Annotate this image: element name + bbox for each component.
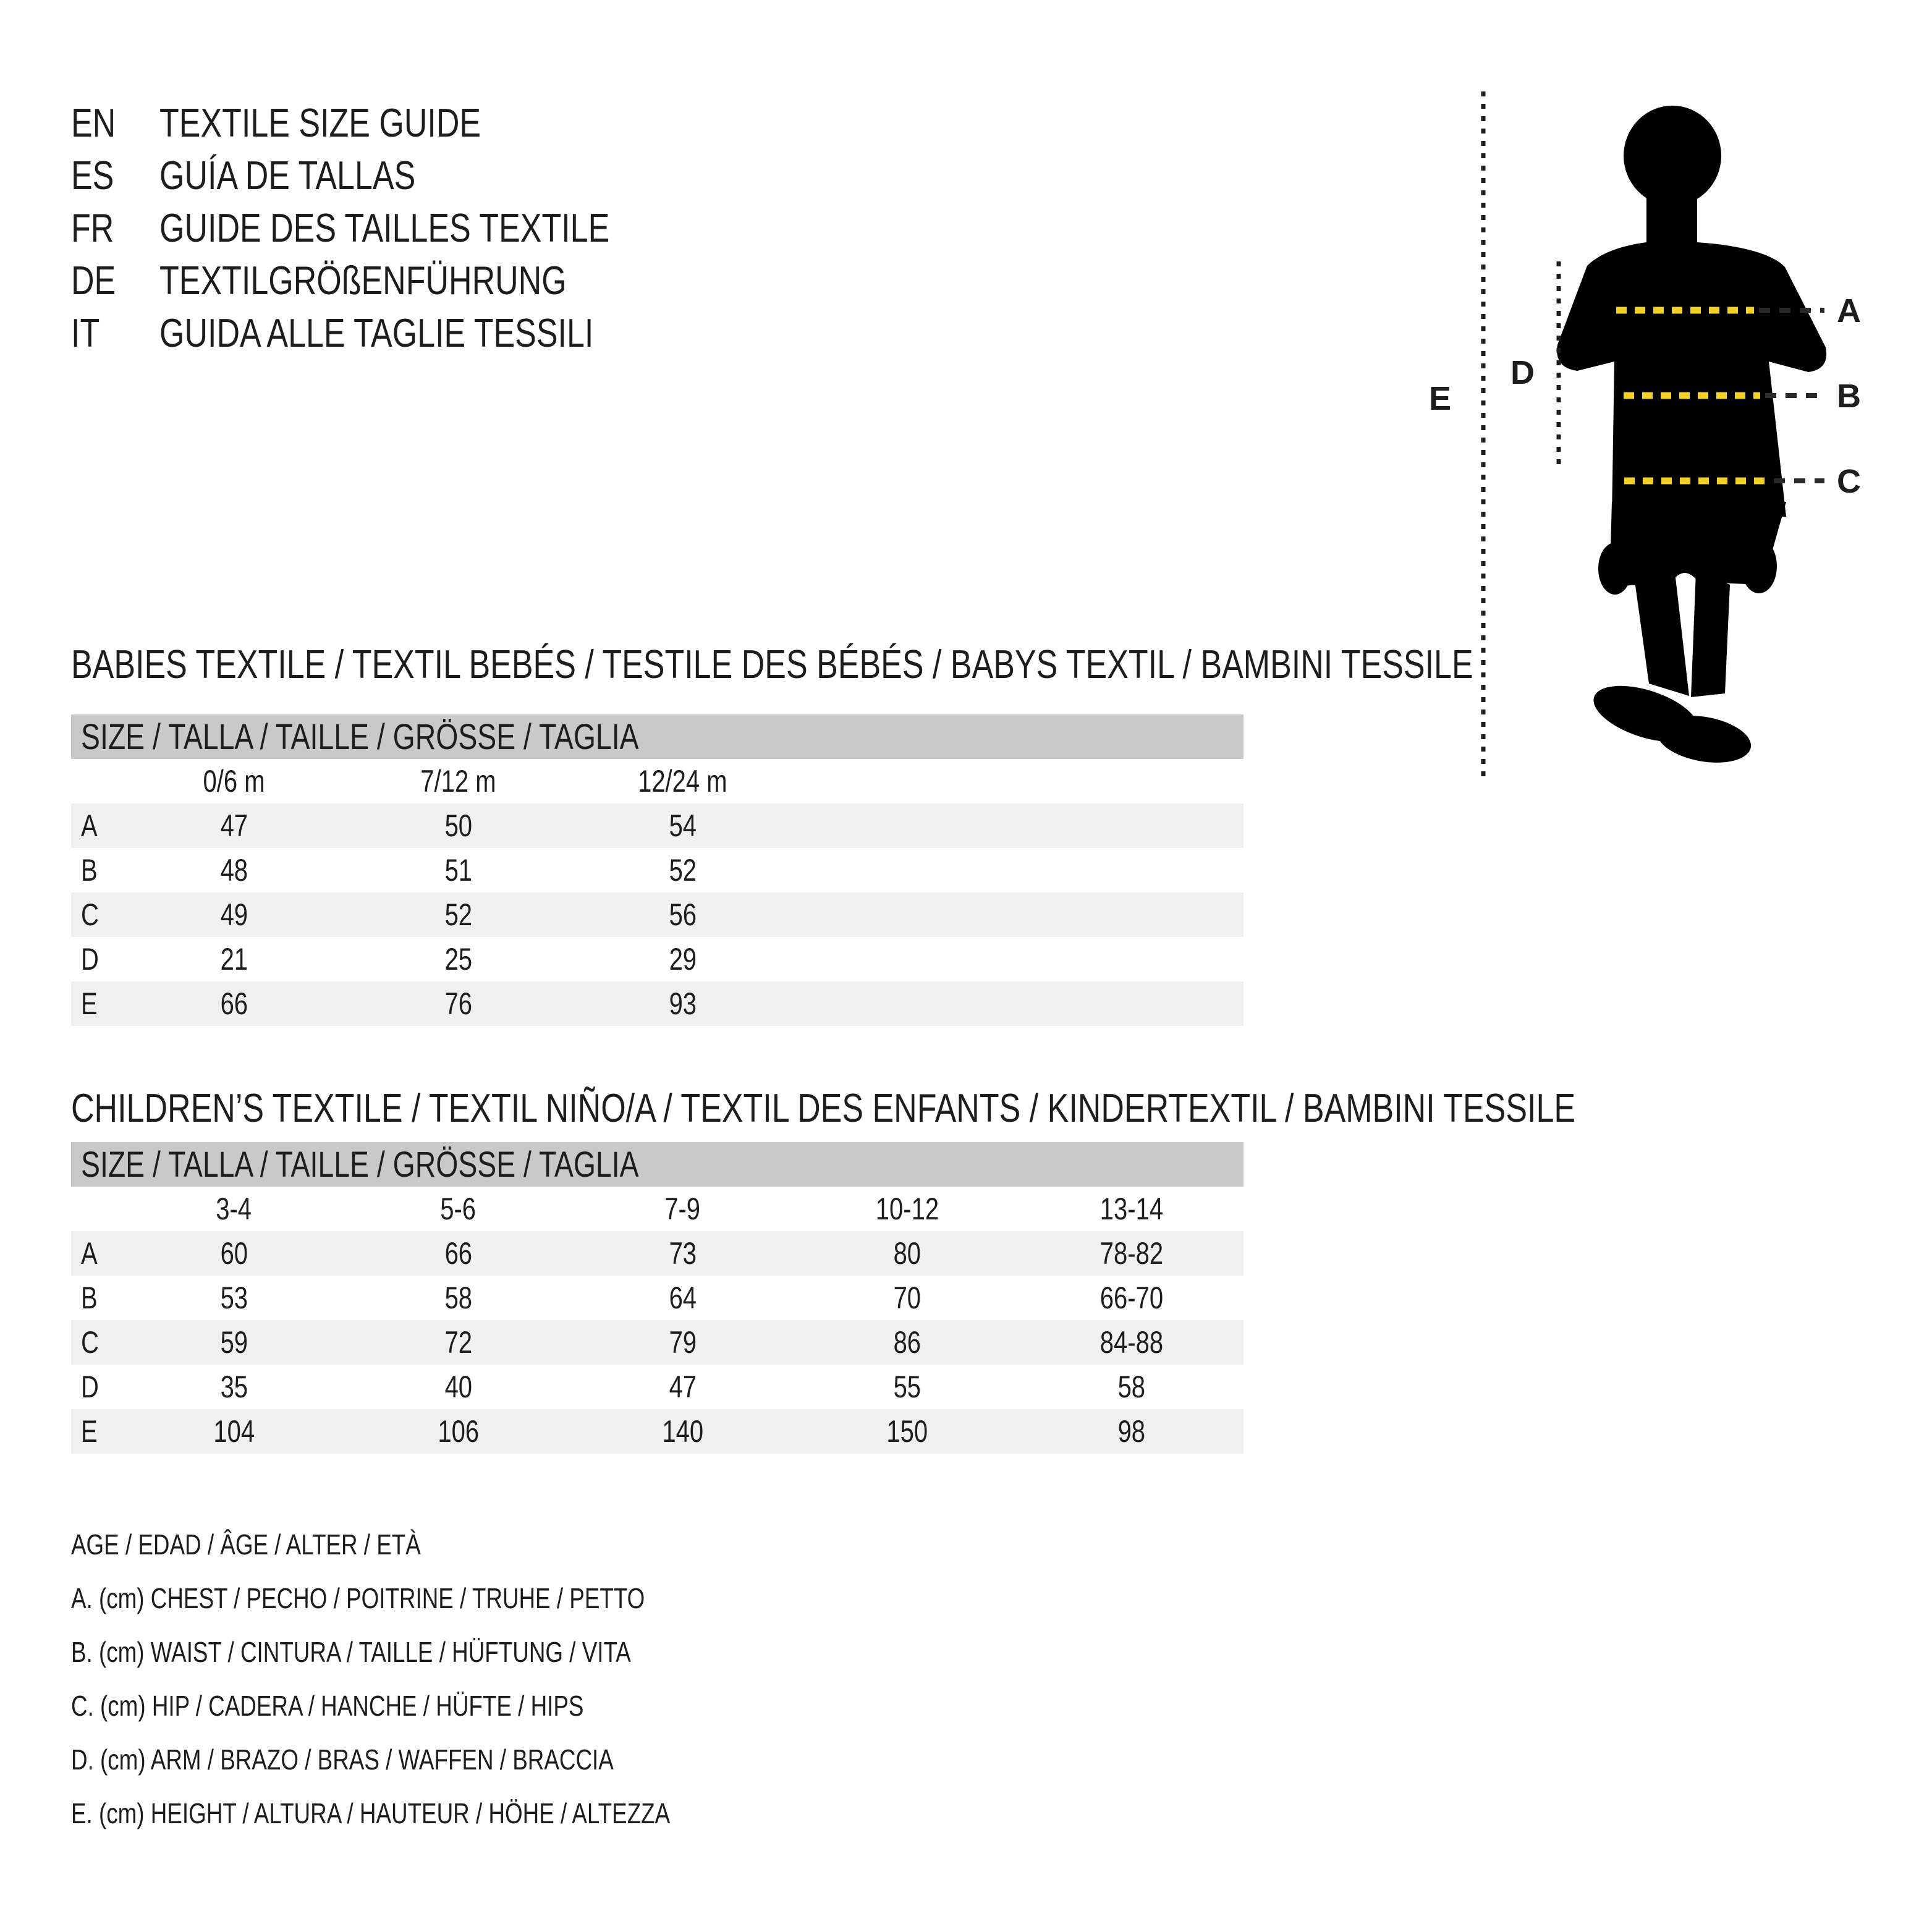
table-row-d xyxy=(71,1365,1244,1409)
lang-code-fr: FR xyxy=(71,205,114,250)
value-cell: 54 xyxy=(669,808,697,843)
value-cell-empty xyxy=(795,937,1019,981)
value-cell: 58 xyxy=(1117,1370,1145,1404)
lang-row-it xyxy=(71,307,722,359)
legend-height: E. (cm) HEIGHT / ALTURA / HAUTEUR / HÖHE / ALTEZZA xyxy=(71,1797,671,1829)
value-cell-empty xyxy=(795,981,1019,1026)
value-cell: 78-82 xyxy=(1099,1236,1163,1271)
row-label: C xyxy=(81,897,99,932)
value-cell-empty xyxy=(795,892,1019,937)
value-cell: 80 xyxy=(893,1236,921,1271)
header-cell-age: 10-12 xyxy=(875,1192,939,1226)
value-cell: 52 xyxy=(669,853,697,888)
value-cell: 72 xyxy=(444,1325,472,1360)
babies-size-header-band: SIZE / TALLA / TAILLE / GRÖSSE / TAGLIA xyxy=(71,714,1244,759)
lang-row-de xyxy=(71,254,722,307)
guide-title-it: GUIDA ALLE TAGLIE TESSILI xyxy=(159,310,594,355)
value-cell: 25 xyxy=(444,942,472,977)
table-row-d xyxy=(71,937,1244,981)
value-cell: 47 xyxy=(669,1370,697,1404)
row-label: C xyxy=(81,1325,99,1360)
value-cell-empty xyxy=(1019,803,1244,848)
value-cell: 140 xyxy=(662,1414,703,1449)
children-size-header-band: SIZE / TALLA / TAILLE / GRÖSSE / TAGLIA xyxy=(71,1142,1244,1187)
label-a: A xyxy=(1837,292,1861,329)
value-cell: 86 xyxy=(893,1325,921,1360)
row-label: A xyxy=(81,1236,98,1271)
value-cell-empty xyxy=(795,803,1019,848)
row-label: E xyxy=(81,986,98,1021)
header-cell-age: 5-6 xyxy=(440,1192,477,1226)
value-cell: 76 xyxy=(444,986,472,1021)
header-cell-empty xyxy=(795,759,1019,803)
value-cell: 70 xyxy=(893,1281,921,1315)
header-cell-empty xyxy=(1019,759,1244,803)
table-row-e xyxy=(71,1409,1244,1454)
value-cell: 52 xyxy=(444,897,472,932)
guide-title-de: TEXTILGRÖßENFÜHRUNG xyxy=(159,258,567,303)
value-cell: 66 xyxy=(220,986,248,1021)
value-cell: 40 xyxy=(444,1370,472,1404)
children-size-table xyxy=(71,1142,1244,1454)
table-row-a xyxy=(71,803,1244,848)
header-cell-age: 7/12 m xyxy=(420,764,496,799)
table-row-b xyxy=(71,1276,1244,1320)
value-cell: 98 xyxy=(1117,1414,1145,1449)
legend-chest: A. (cm) CHEST / PECHO / POITRINE / TRUHE / PETTO xyxy=(71,1582,645,1614)
value-cell: 73 xyxy=(669,1236,697,1271)
legend-hip: C. (cm) HIP / CADERA / HANCHE / HÜFTE / HIPS xyxy=(71,1689,584,1722)
value-cell: 29 xyxy=(669,942,697,977)
row-label: D xyxy=(81,942,99,977)
label-c: C xyxy=(1837,463,1861,500)
value-cell: 21 xyxy=(220,942,248,977)
value-cell: 53 xyxy=(220,1281,248,1315)
measurement-figure xyxy=(1421,87,1932,803)
legend-arm: D. (cm) ARM / BRAZO / BRAS / WAFFEN / BRACCIA xyxy=(71,1743,614,1776)
babies-header-row xyxy=(71,759,1244,803)
value-cell: 64 xyxy=(669,1281,697,1315)
lang-code-de: DE xyxy=(71,258,116,303)
value-cell: 49 xyxy=(220,897,248,932)
value-cell: 66-70 xyxy=(1099,1281,1163,1315)
label-e: E xyxy=(1429,380,1452,417)
value-cell-empty xyxy=(795,848,1019,892)
value-cell: 56 xyxy=(669,897,697,932)
value-cell: 55 xyxy=(893,1370,921,1404)
value-cell: 60 xyxy=(220,1236,248,1271)
children-header-row xyxy=(71,1187,1244,1231)
guide-title-en: TEXTILE SIZE GUIDE xyxy=(159,100,481,145)
value-cell: 50 xyxy=(444,808,472,843)
value-cell-empty xyxy=(1019,892,1244,937)
lang-row-fr xyxy=(71,201,722,254)
row-label: A xyxy=(81,808,98,843)
value-cell: 66 xyxy=(444,1236,472,1271)
table-row-e xyxy=(71,981,1244,1026)
row-label: B xyxy=(81,853,98,888)
value-cell: 93 xyxy=(669,986,697,1021)
value-cell: 47 xyxy=(220,808,248,843)
value-cell-empty xyxy=(1019,937,1244,981)
label-d: D xyxy=(1510,354,1535,391)
table-row-b xyxy=(71,848,1244,892)
header-cell-age: 3-4 xyxy=(216,1192,252,1226)
lang-code-en: EN xyxy=(71,100,116,145)
value-cell: 48 xyxy=(220,853,248,888)
value-cell: 104 xyxy=(213,1414,255,1449)
measurement-legend xyxy=(71,1517,820,1840)
table-row-a xyxy=(71,1231,1244,1276)
guide-title-fr: GUIDE DES TAILLES TEXTILE xyxy=(159,205,610,250)
babies-size-table xyxy=(71,714,1244,1026)
value-cell: 59 xyxy=(220,1325,248,1360)
header-cell-empty xyxy=(71,759,122,803)
lang-code-it: IT xyxy=(71,310,100,355)
header-cell-age: 13-14 xyxy=(1099,1192,1163,1226)
value-cell: 106 xyxy=(438,1414,479,1449)
lang-row-es xyxy=(71,149,722,201)
header-cell-age: 7-9 xyxy=(664,1192,701,1226)
value-cell: 58 xyxy=(444,1281,472,1315)
legend-age: AGE / EDAD / ÂGE / ALTER / ETÀ xyxy=(71,1528,421,1561)
value-cell: 51 xyxy=(444,853,472,888)
value-cell: 79 xyxy=(669,1325,697,1360)
row-label: E xyxy=(81,1414,98,1449)
babies-section-title: BABIES TEXTILE / TEXTIL BEBÉS / TESTILE DES BÉBÉS / BABYS TEXTIL / BAMBINI TESSILE xyxy=(71,642,1473,687)
legend-waist: B. (cm) WAIST / CINTURA / TAILLE / HÜFTUNG / VITA xyxy=(71,1635,631,1668)
lang-code-es: ES xyxy=(71,153,114,198)
value-cell-empty xyxy=(1019,981,1244,1026)
guide-title-es: GUÍA DE TALLAS xyxy=(159,153,416,198)
value-cell: 35 xyxy=(220,1370,248,1404)
table-row-c xyxy=(71,1320,1244,1365)
value-cell: 84-88 xyxy=(1099,1325,1163,1360)
value-cell-empty xyxy=(1019,848,1244,892)
header-cell-age: 0/6 m xyxy=(203,764,265,799)
row-label: B xyxy=(81,1281,98,1315)
children-section-title: CHILDREN’S TEXTILE / TEXTIL NIÑO/A / TEXTIL DES ENFANTS / KINDERTEXTIL / BAMBINI TESSILE xyxy=(71,1085,1576,1130)
table-row-c xyxy=(71,892,1244,937)
lang-row-en xyxy=(71,96,722,149)
row-label: D xyxy=(81,1370,99,1404)
header-cell-empty xyxy=(71,1187,122,1231)
header-cell-age: 12/24 m xyxy=(638,764,727,799)
label-b: B xyxy=(1837,378,1861,415)
silhouette-torso xyxy=(1557,242,1826,517)
value-cell: 150 xyxy=(886,1414,928,1449)
language-title-list xyxy=(71,96,722,359)
silhouette-neck xyxy=(1646,184,1697,248)
